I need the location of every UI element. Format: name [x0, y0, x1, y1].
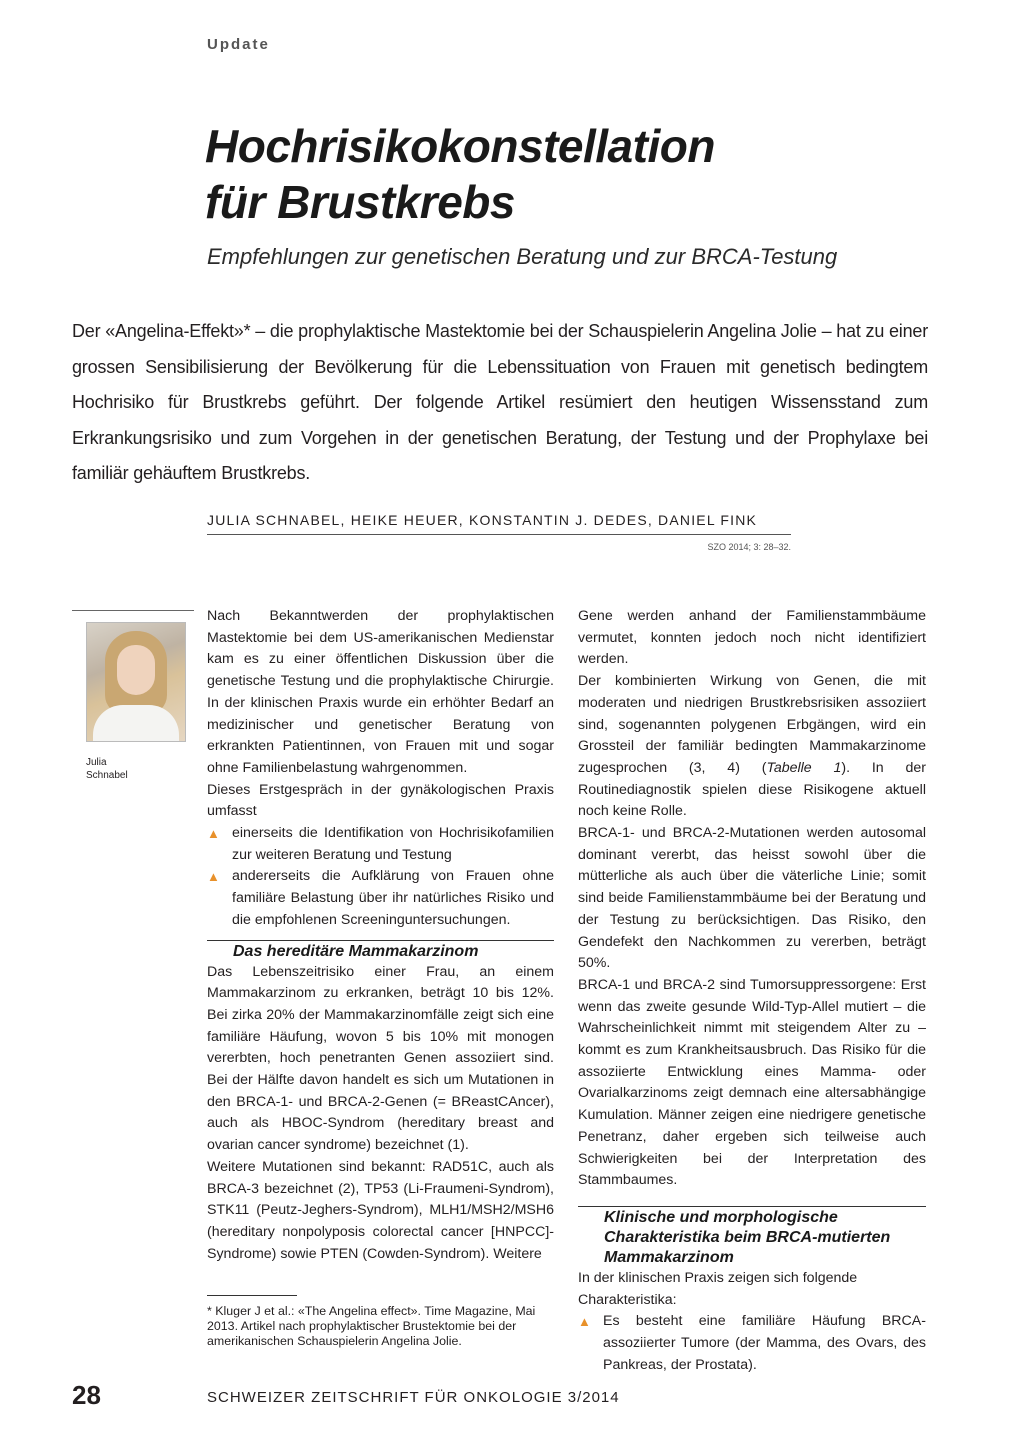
page-number: 28 [72, 1380, 101, 1410]
paragraph-text: ). In der Routinediagnostik spielen diese Risikogene aktuell noch keine Rolle. [578, 759, 927, 820]
paragraph: Nach Bekanntwerden der prophylaktischen Mastektomie bei dem US-amerikanischen Medienstar kam es zu einer öffentlichen Diskussion über die genetische Testung und die prophylaktische Chirurgie. In der klinischen Praxis wurde ein erhöhter Bedarf an medizinischer und genetischer Beratung von erkrankten Patientinnen, von Frauen mit und sogar ohne Familienbelastung wahrgenommen. [207, 608, 554, 776]
triangle-bullet-icon: ▲ [578, 1314, 591, 1330]
table-reference: Tabelle 1 [766, 759, 842, 776]
list-item-text: andererseits die Aufklärung von Frauen ohne familiäre Belastung über ihr natürliches Risiko und die empfohlenen Screeninguntersuchungen. [232, 868, 554, 928]
photo-caption [86, 756, 128, 782]
triangle-bullet-icon: ▲ [207, 826, 220, 842]
author-line: JULIA SCHNABEL, HEIKE HEUER, KONSTANTIN J. DEDES, DANIEL FINK [207, 512, 791, 535]
text-column-1 [207, 606, 554, 1265]
paragraph: In der klinischen Praxis zeigen sich folgende Charakteristika: [578, 1269, 858, 1308]
paragraph: Dieses Erstgespräch in der gynäkologischen Praxis umfasst [207, 781, 554, 820]
triangle-bullet-icon: ▲ [207, 869, 220, 885]
title-line-1: Hochrisikokonstellation [205, 120, 715, 172]
author-photo [86, 622, 186, 742]
article-subtitle: Empfehlungen zur genetischen Beratung und zur BRCA-Testung [207, 244, 838, 269]
paragraph: BRCA-1 und BRCA-2 sind Tumorsuppressorgene: Erst wenn das zweite gesunde Wild-Typ-Allel mutiert – die Wahrscheinlichkeit nimmt mit steigendem Alter zu – kommt es zum Krankheitsausbruch. Das Risiko für die assoziierte Entwicklung eines Mamma- oder Ovarialkarzinoms zeigt demnach eine altersabhängige Kumulation. Männer zeigen eine niedrigere genetische Penetranz, daher ergeben sich teilweise auch Schwierigkeiten bei der Interpretation des Stammbaumes. [578, 976, 926, 1189]
article-title [205, 118, 985, 230]
list-item-text: Es besteht eine familiäre Häufung BRCA-assoziierter Tumore (der Mamma, des Ovars, des Pankreas, der Prostata). [603, 1313, 926, 1373]
paragraph: BRCA-1- und BRCA-2-Mutationen werden autosomal dominant vererbt, das heisst sowohl über die mütterliche als auch über die väterliche Linie; somit sind beide Familienstammbäume bei der Beratung und der Testung zu berücksichtigen. Das Risiko, den Gendefekt den Nachkommen zu vererben, beträgt 50%. [578, 825, 926, 972]
title-line-2: für Brustkrebs [205, 176, 515, 228]
photo-caption-last-name: Schnabel [86, 770, 128, 781]
section-label: Update [207, 36, 270, 53]
list-item-text: einerseits die Identifikation von Hochrisikofamilien zur weiteren Beratung und Testung [232, 825, 554, 863]
section-heading: Klinische und morphologische Charakteristika beim BRCA-mutierten Mammakarzinom [604, 1208, 891, 1266]
lead-paragraph: Der «Angelina-Effekt»* – die prophylaktische Mastektomie bei der Schauspielerin Angelina Jolie – hat zu einer grossen Sensibilisierung der Bevölkerung für die Lebenssituation von Frauen mit genetisch bedingtem Hochrisiko für Brustkrebs geführt. Der folgende Artikel resümiert den heutigen Wissensstand zum Erkrankungsrisiko und zum Vorgehen in der genetischen Beratung, der Testung und der Prophylaxe bei familiär gehäuftem Brustkrebs. [72, 321, 928, 483]
list-item [578, 1311, 926, 1376]
section-divider [578, 1206, 926, 1207]
journal-name: SCHWEIZER ZEITSCHRIFT FÜR ONKOLOGIE 3/2014 [207, 1389, 620, 1406]
footnote-divider [207, 1295, 297, 1296]
text-column-2 [578, 606, 926, 1377]
paragraph-text: Der kombinierten Wirkung von Genen, die mit moderaten und niedrigen Brustkrebsrisiken assoziiert sind, sogenannten polygenen Erbgängen, wird ein Grossteil der familiär bedingten Mammakarzinome zugesprochen (3, 4) ( [578, 673, 926, 776]
paragraph: Gene werden anhand der Familienstammbäume vermutet, konnten jedoch noch nicht identifiziert werden. [578, 608, 926, 668]
citation: SZO 2014; 3: 28–32. [707, 542, 791, 552]
section-divider [207, 940, 554, 941]
photo-caption-first-name: Julia [86, 757, 107, 768]
paragraph: Weitere Mutationen sind bekannt: RAD51C, auch als BRCA-3 bezeichnet (2), TP53 (Li-Fraumeni-Syndrom), STK11 (Peutz-Jeghers-Syndrom), MLH1/MSH2/MSH6 (hereditary nonpolyposis colorectal cancer [HNPCC]-Syndrome) sowie PTEN (Cowden-Syndrom). Weitere [207, 1158, 554, 1262]
list-item [207, 823, 554, 866]
footnote: * Kluger J et al.: «The Angelina effect». Time Magazine, Mai 2013. Artikel nach prophylaktischer Brustektomie bei der amerikanischen Schauspielerin Angelina Jolie. [207, 1304, 536, 1348]
paragraph [578, 671, 926, 823]
section-heading: Das hereditäre Mammakarzinom [233, 942, 479, 960]
list-item [207, 866, 554, 931]
paragraph: Das Lebenszeitrisiko einer Frau, an einem Mammakarzinom zu erkranken, beträgt 10 bis 12%. Bei zirka 20% der Mammakarzinomfälle zeigt sich eine familiäre Häufung, wovon 5 bis 10% mit monogen vererbten, hoch penetranten Genen assoziiert sind. Bei der Hälfte davon handelt es sich um Mutationen in den BRCA-1- und BRCA-2-Genen (= BReastCAncer), auch als HBOC-Syndrom (hereditary breast and ovarian cancer syndrome) bezeichnet (1). [207, 963, 554, 1154]
